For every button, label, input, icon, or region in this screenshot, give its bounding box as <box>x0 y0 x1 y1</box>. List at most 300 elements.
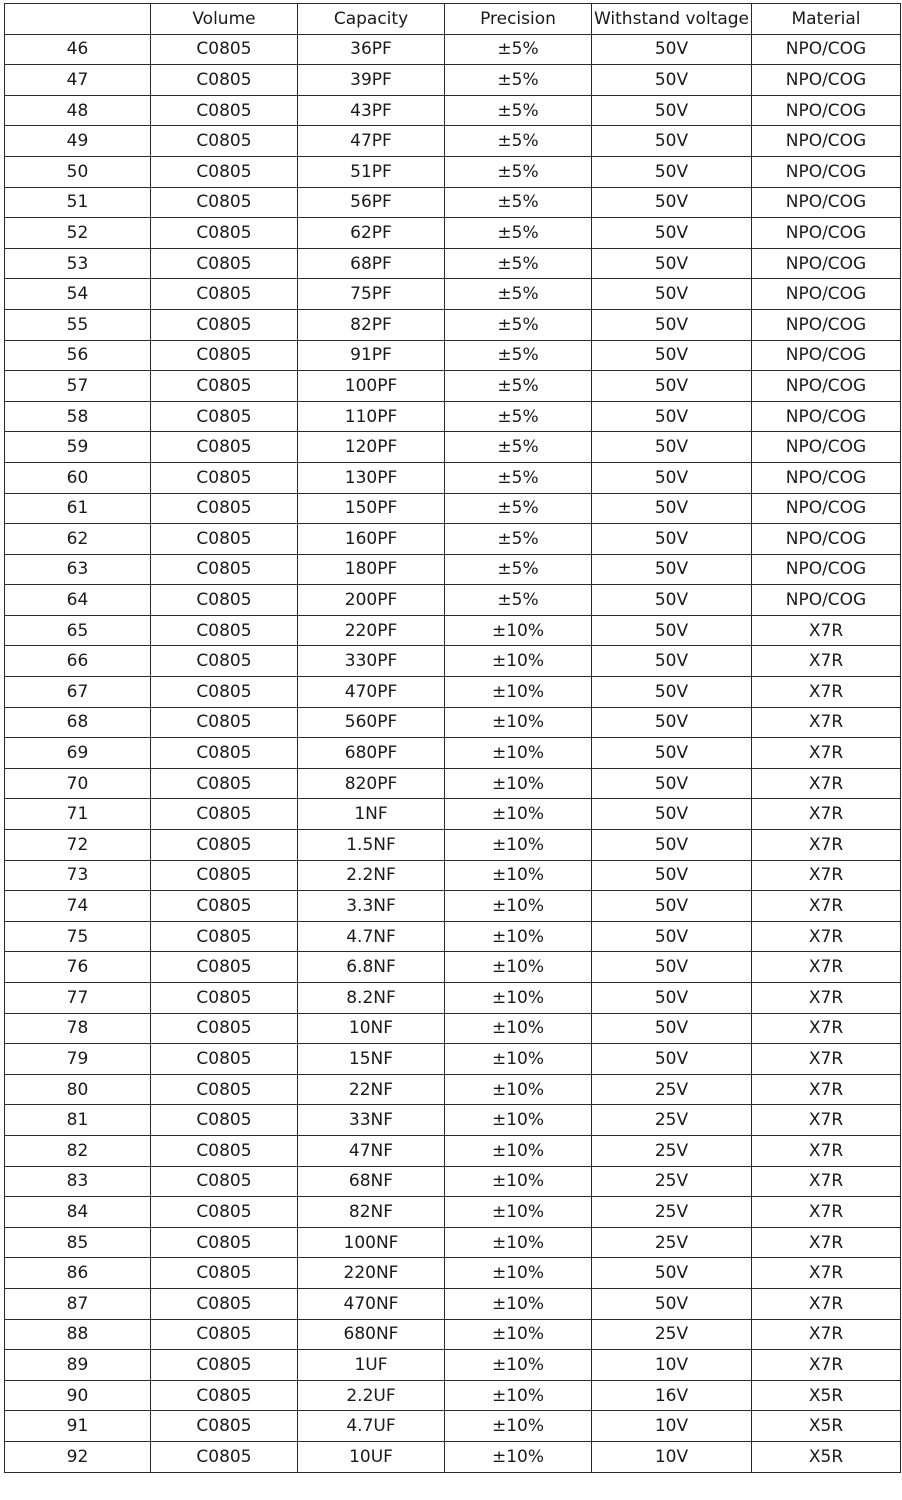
row-index-cell: 88 <box>5 1319 151 1350</box>
precision-cell: ±5% <box>445 95 592 126</box>
capacity-cell: 68NF <box>298 1166 445 1197</box>
capacity-cell: 220NF <box>298 1258 445 1289</box>
withstand-voltage-cell: 25V <box>592 1166 752 1197</box>
table-row <box>5 65 901 96</box>
table-row <box>5 554 901 585</box>
volume-cell: C0805 <box>151 677 298 708</box>
table-row <box>5 524 901 555</box>
material-cell: X7R <box>752 677 901 708</box>
table-row <box>5 860 901 891</box>
table-body <box>5 34 901 1472</box>
table-row <box>5 1319 901 1350</box>
row-index-cell: 87 <box>5 1288 151 1319</box>
precision-cell: ±5% <box>445 126 592 157</box>
table-row <box>5 1258 901 1289</box>
precision-cell: ±5% <box>445 524 592 555</box>
table-row <box>5 707 901 738</box>
withstand-voltage-cell: 50V <box>592 340 752 371</box>
header-capacity: Capacity <box>298 4 445 35</box>
precision-cell: ±10% <box>445 707 592 738</box>
withstand-voltage-cell: 50V <box>592 891 752 922</box>
precision-cell: ±5% <box>445 248 592 279</box>
row-index-cell: 76 <box>5 952 151 983</box>
precision-cell: ±5% <box>445 279 592 310</box>
withstand-voltage-cell: 50V <box>592 95 752 126</box>
material-cell: NPO/COG <box>752 248 901 279</box>
table-row <box>5 1380 901 1411</box>
table-row <box>5 156 901 187</box>
volume-cell: C0805 <box>151 218 298 249</box>
volume-cell: C0805 <box>151 65 298 96</box>
row-index-cell: 75 <box>5 921 151 952</box>
withstand-voltage-cell: 16V <box>592 1380 752 1411</box>
withstand-voltage-cell: 25V <box>592 1074 752 1105</box>
row-index-cell: 70 <box>5 768 151 799</box>
row-index-cell: 46 <box>5 34 151 65</box>
table-row <box>5 1105 901 1136</box>
row-index-cell: 91 <box>5 1411 151 1442</box>
precision-cell: ±10% <box>445 921 592 952</box>
withstand-voltage-cell: 50V <box>592 279 752 310</box>
precision-cell: ±10% <box>445 1135 592 1166</box>
row-index-cell: 54 <box>5 279 151 310</box>
volume-cell: C0805 <box>151 248 298 279</box>
capacity-cell: 4.7UF <box>298 1411 445 1442</box>
row-index-cell: 83 <box>5 1166 151 1197</box>
row-index-cell: 57 <box>5 371 151 402</box>
volume-cell: C0805 <box>151 309 298 340</box>
withstand-voltage-cell: 50V <box>592 738 752 769</box>
table-row <box>5 126 901 157</box>
row-index-cell: 55 <box>5 309 151 340</box>
material-cell: X7R <box>752 1227 901 1258</box>
volume-cell: C0805 <box>151 1227 298 1258</box>
capacity-cell: 680NF <box>298 1319 445 1350</box>
material-cell: X7R <box>752 1074 901 1105</box>
volume-cell: C0805 <box>151 1319 298 1350</box>
header-material: Material <box>752 4 901 35</box>
volume-cell: C0805 <box>151 1166 298 1197</box>
row-index-cell: 58 <box>5 401 151 432</box>
withstand-voltage-cell: 25V <box>592 1105 752 1136</box>
row-index-cell: 65 <box>5 615 151 646</box>
capacity-cell: 10NF <box>298 1013 445 1044</box>
volume-cell: C0805 <box>151 1013 298 1044</box>
capacity-cell: 82PF <box>298 309 445 340</box>
row-index-cell: 89 <box>5 1350 151 1381</box>
material-cell: X7R <box>752 768 901 799</box>
row-index-cell: 71 <box>5 799 151 830</box>
row-index-cell: 79 <box>5 1044 151 1075</box>
material-cell: NPO/COG <box>752 585 901 616</box>
withstand-voltage-cell: 50V <box>592 1288 752 1319</box>
material-cell: X7R <box>752 1258 901 1289</box>
table-row <box>5 830 901 861</box>
table-row <box>5 493 901 524</box>
capacity-cell: 680PF <box>298 738 445 769</box>
withstand-voltage-cell: 50V <box>592 646 752 677</box>
withstand-voltage-cell: 50V <box>592 830 752 861</box>
row-index-cell: 77 <box>5 983 151 1014</box>
volume-cell: C0805 <box>151 493 298 524</box>
precision-cell: ±10% <box>445 952 592 983</box>
row-index-cell: 72 <box>5 830 151 861</box>
table-row <box>5 462 901 493</box>
capacity-cell: 51PF <box>298 156 445 187</box>
table-row <box>5 952 901 983</box>
material-cell: X7R <box>752 860 901 891</box>
material-cell: X7R <box>752 1044 901 1075</box>
row-index-cell: 61 <box>5 493 151 524</box>
capacity-cell: 62PF <box>298 218 445 249</box>
precision-cell: ±10% <box>445 983 592 1014</box>
capacity-cell: 36PF <box>298 34 445 65</box>
table-row <box>5 218 901 249</box>
material-cell: NPO/COG <box>752 309 901 340</box>
table-row <box>5 1197 901 1228</box>
precision-cell: ±5% <box>445 432 592 463</box>
capacity-cell: 330PF <box>298 646 445 677</box>
withstand-voltage-cell: 50V <box>592 707 752 738</box>
row-index-cell: 81 <box>5 1105 151 1136</box>
volume-cell: C0805 <box>151 126 298 157</box>
withstand-voltage-cell: 50V <box>592 462 752 493</box>
capacity-cell: 820PF <box>298 768 445 799</box>
capacity-cell: 33NF <box>298 1105 445 1136</box>
material-cell: NPO/COG <box>752 524 901 555</box>
row-index-cell: 69 <box>5 738 151 769</box>
material-cell: X5R <box>752 1411 901 1442</box>
withstand-voltage-cell: 50V <box>592 401 752 432</box>
table-row <box>5 677 901 708</box>
capacity-cell: 4.7NF <box>298 921 445 952</box>
header-withstand-voltage: Withstand voltage <box>592 4 752 35</box>
material-cell: X7R <box>752 615 901 646</box>
table-row <box>5 983 901 1014</box>
capacity-cell: 120PF <box>298 432 445 463</box>
precision-cell: ±10% <box>445 615 592 646</box>
material-cell: NPO/COG <box>752 95 901 126</box>
precision-cell: ±5% <box>445 34 592 65</box>
header-precision: Precision <box>445 4 592 35</box>
row-index-cell: 80 <box>5 1074 151 1105</box>
precision-cell: ±5% <box>445 187 592 218</box>
volume-cell: C0805 <box>151 462 298 493</box>
capacity-cell: 3.3NF <box>298 891 445 922</box>
material-cell: X7R <box>752 921 901 952</box>
volume-cell: C0805 <box>151 1044 298 1075</box>
volume-cell: C0805 <box>151 1135 298 1166</box>
capacity-cell: 160PF <box>298 524 445 555</box>
material-cell: X7R <box>752 1166 901 1197</box>
withstand-voltage-cell: 50V <box>592 432 752 463</box>
capacity-cell: 220PF <box>298 615 445 646</box>
capacity-cell: 68PF <box>298 248 445 279</box>
precision-cell: ±10% <box>445 1319 592 1350</box>
row-index-cell: 50 <box>5 156 151 187</box>
capacity-cell: 1NF <box>298 799 445 830</box>
precision-cell: ±10% <box>445 1258 592 1289</box>
precision-cell: ±5% <box>445 309 592 340</box>
row-index-cell: 85 <box>5 1227 151 1258</box>
withstand-voltage-cell: 50V <box>592 952 752 983</box>
material-cell: X7R <box>752 891 901 922</box>
material-cell: NPO/COG <box>752 279 901 310</box>
volume-cell: C0805 <box>151 738 298 769</box>
withstand-voltage-cell: 50V <box>592 983 752 1014</box>
material-cell: X7R <box>752 1105 901 1136</box>
volume-cell: C0805 <box>151 156 298 187</box>
withstand-voltage-cell: 50V <box>592 65 752 96</box>
volume-cell: C0805 <box>151 1074 298 1105</box>
precision-cell: ±10% <box>445 799 592 830</box>
capacity-cell: 82NF <box>298 1197 445 1228</box>
material-cell: NPO/COG <box>752 340 901 371</box>
withstand-voltage-cell: 50V <box>592 1013 752 1044</box>
capacity-cell: 75PF <box>298 279 445 310</box>
withstand-voltage-cell: 25V <box>592 1135 752 1166</box>
withstand-voltage-cell: 50V <box>592 156 752 187</box>
volume-cell: C0805 <box>151 921 298 952</box>
table-row <box>5 34 901 65</box>
withstand-voltage-cell: 25V <box>592 1197 752 1228</box>
material-cell: NPO/COG <box>752 218 901 249</box>
material-cell: NPO/COG <box>752 126 901 157</box>
volume-cell: C0805 <box>151 830 298 861</box>
precision-cell: ±10% <box>445 738 592 769</box>
row-index-cell: 73 <box>5 860 151 891</box>
capacity-cell: 180PF <box>298 554 445 585</box>
capacity-cell: 130PF <box>298 462 445 493</box>
material-cell: X5R <box>752 1441 901 1472</box>
capacity-cell: 1.5NF <box>298 830 445 861</box>
row-index-cell: 82 <box>5 1135 151 1166</box>
material-cell: X7R <box>752 1135 901 1166</box>
volume-cell: C0805 <box>151 371 298 402</box>
capacity-cell: 6.8NF <box>298 952 445 983</box>
precision-cell: ±10% <box>445 646 592 677</box>
capacity-cell: 110PF <box>298 401 445 432</box>
precision-cell: ±5% <box>445 554 592 585</box>
capacity-cell: 470NF <box>298 1288 445 1319</box>
table-row <box>5 1044 901 1075</box>
volume-cell: C0805 <box>151 524 298 555</box>
withstand-voltage-cell: 50V <box>592 371 752 402</box>
table-row <box>5 1166 901 1197</box>
material-cell: NPO/COG <box>752 401 901 432</box>
precision-cell: ±10% <box>445 1441 592 1472</box>
table-row <box>5 891 901 922</box>
row-index-cell: 84 <box>5 1197 151 1228</box>
row-index-cell: 62 <box>5 524 151 555</box>
volume-cell: C0805 <box>151 952 298 983</box>
volume-cell: C0805 <box>151 1441 298 1472</box>
precision-cell: ±5% <box>445 462 592 493</box>
table-row <box>5 768 901 799</box>
material-cell: NPO/COG <box>752 554 901 585</box>
material-cell: X7R <box>752 830 901 861</box>
table-header <box>5 4 901 35</box>
capacity-cell: 470PF <box>298 677 445 708</box>
precision-cell: ±10% <box>445 1350 592 1381</box>
precision-cell: ±5% <box>445 371 592 402</box>
row-index-cell: 47 <box>5 65 151 96</box>
material-cell: NPO/COG <box>752 34 901 65</box>
withstand-voltage-cell: 50V <box>592 218 752 249</box>
withstand-voltage-cell: 50V <box>592 248 752 279</box>
header-row <box>5 4 901 35</box>
withstand-voltage-cell: 50V <box>592 524 752 555</box>
precision-cell: ±10% <box>445 1013 592 1044</box>
volume-cell: C0805 <box>151 860 298 891</box>
volume-cell: C0805 <box>151 554 298 585</box>
precision-cell: ±10% <box>445 768 592 799</box>
precision-cell: ±5% <box>445 65 592 96</box>
table-row <box>5 187 901 218</box>
capacity-cell: 43PF <box>298 95 445 126</box>
volume-cell: C0805 <box>151 585 298 616</box>
withstand-voltage-cell: 50V <box>592 799 752 830</box>
row-index-cell: 53 <box>5 248 151 279</box>
capacity-cell: 200PF <box>298 585 445 616</box>
table-row <box>5 401 901 432</box>
table-row <box>5 95 901 126</box>
capacity-cell: 2.2UF <box>298 1380 445 1411</box>
material-cell: X7R <box>752 1197 901 1228</box>
withstand-voltage-cell: 25V <box>592 1227 752 1258</box>
volume-cell: C0805 <box>151 768 298 799</box>
volume-cell: C0805 <box>151 1105 298 1136</box>
table-row <box>5 646 901 677</box>
volume-cell: C0805 <box>151 1411 298 1442</box>
volume-cell: C0805 <box>151 340 298 371</box>
withstand-voltage-cell: 10V <box>592 1441 752 1472</box>
table-row <box>5 1411 901 1442</box>
table-row <box>5 340 901 371</box>
row-index-cell: 59 <box>5 432 151 463</box>
capacity-cell: 560PF <box>298 707 445 738</box>
precision-cell: ±10% <box>445 1044 592 1075</box>
volume-cell: C0805 <box>151 707 298 738</box>
row-index-cell: 74 <box>5 891 151 922</box>
withstand-voltage-cell: 10V <box>592 1350 752 1381</box>
volume-cell: C0805 <box>151 279 298 310</box>
row-index-cell: 67 <box>5 677 151 708</box>
header-index <box>5 4 151 35</box>
precision-cell: ±5% <box>445 218 592 249</box>
row-index-cell: 78 <box>5 1013 151 1044</box>
material-cell: X7R <box>752 1013 901 1044</box>
volume-cell: C0805 <box>151 1350 298 1381</box>
row-index-cell: 52 <box>5 218 151 249</box>
material-cell: NPO/COG <box>752 187 901 218</box>
table-row <box>5 248 901 279</box>
volume-cell: C0805 <box>151 1197 298 1228</box>
volume-cell: C0805 <box>151 95 298 126</box>
table-row <box>5 799 901 830</box>
withstand-voltage-cell: 50V <box>592 34 752 65</box>
table-row <box>5 1074 901 1105</box>
table-row <box>5 371 901 402</box>
withstand-voltage-cell: 50V <box>592 1044 752 1075</box>
withstand-voltage-cell: 50V <box>592 677 752 708</box>
withstand-voltage-cell: 50V <box>592 860 752 891</box>
volume-cell: C0805 <box>151 646 298 677</box>
precision-cell: ±5% <box>445 493 592 524</box>
volume-cell: C0805 <box>151 891 298 922</box>
volume-cell: C0805 <box>151 1288 298 1319</box>
table-row <box>5 738 901 769</box>
capacity-cell: 47NF <box>298 1135 445 1166</box>
precision-cell: ±5% <box>445 156 592 187</box>
precision-cell: ±10% <box>445 891 592 922</box>
table-row <box>5 1227 901 1258</box>
volume-cell: C0805 <box>151 34 298 65</box>
material-cell: X7R <box>752 646 901 677</box>
withstand-voltage-cell: 50V <box>592 493 752 524</box>
precision-cell: ±10% <box>445 1197 592 1228</box>
capacity-cell: 8.2NF <box>298 983 445 1014</box>
header-volume: Volume <box>151 4 298 35</box>
volume-cell: C0805 <box>151 401 298 432</box>
capacity-cell: 22NF <box>298 1074 445 1105</box>
material-cell: NPO/COG <box>752 65 901 96</box>
capacity-cell: 15NF <box>298 1044 445 1075</box>
volume-cell: C0805 <box>151 1380 298 1411</box>
precision-cell: ±10% <box>445 1227 592 1258</box>
precision-cell: ±5% <box>445 585 592 616</box>
withstand-voltage-cell: 50V <box>592 1258 752 1289</box>
capacity-cell: 39PF <box>298 65 445 96</box>
material-cell: X7R <box>752 799 901 830</box>
row-index-cell: 51 <box>5 187 151 218</box>
material-cell: NPO/COG <box>752 371 901 402</box>
withstand-voltage-cell: 50V <box>592 768 752 799</box>
precision-cell: ±5% <box>445 401 592 432</box>
capacity-cell: 56PF <box>298 187 445 218</box>
capacitor-spec-table <box>4 3 901 1473</box>
table-row <box>5 1441 901 1472</box>
withstand-voltage-cell: 50V <box>592 309 752 340</box>
capacity-cell: 150PF <box>298 493 445 524</box>
row-index-cell: 48 <box>5 95 151 126</box>
material-cell: X7R <box>752 1350 901 1381</box>
capacity-cell: 1UF <box>298 1350 445 1381</box>
row-index-cell: 56 <box>5 340 151 371</box>
table-row <box>5 432 901 463</box>
table-row <box>5 585 901 616</box>
withstand-voltage-cell: 50V <box>592 554 752 585</box>
material-cell: NPO/COG <box>752 493 901 524</box>
precision-cell: ±10% <box>445 1288 592 1319</box>
material-cell: X7R <box>752 707 901 738</box>
precision-cell: ±10% <box>445 1074 592 1105</box>
material-cell: X7R <box>752 952 901 983</box>
precision-cell: ±10% <box>445 830 592 861</box>
row-index-cell: 63 <box>5 554 151 585</box>
material-cell: X5R <box>752 1380 901 1411</box>
material-cell: NPO/COG <box>752 156 901 187</box>
capacity-cell: 100PF <box>298 371 445 402</box>
withstand-voltage-cell: 10V <box>592 1411 752 1442</box>
precision-cell: ±5% <box>445 340 592 371</box>
row-index-cell: 49 <box>5 126 151 157</box>
withstand-voltage-cell: 50V <box>592 187 752 218</box>
table-row <box>5 1013 901 1044</box>
material-cell: X7R <box>752 983 901 1014</box>
table-row <box>5 921 901 952</box>
withstand-voltage-cell: 50V <box>592 615 752 646</box>
